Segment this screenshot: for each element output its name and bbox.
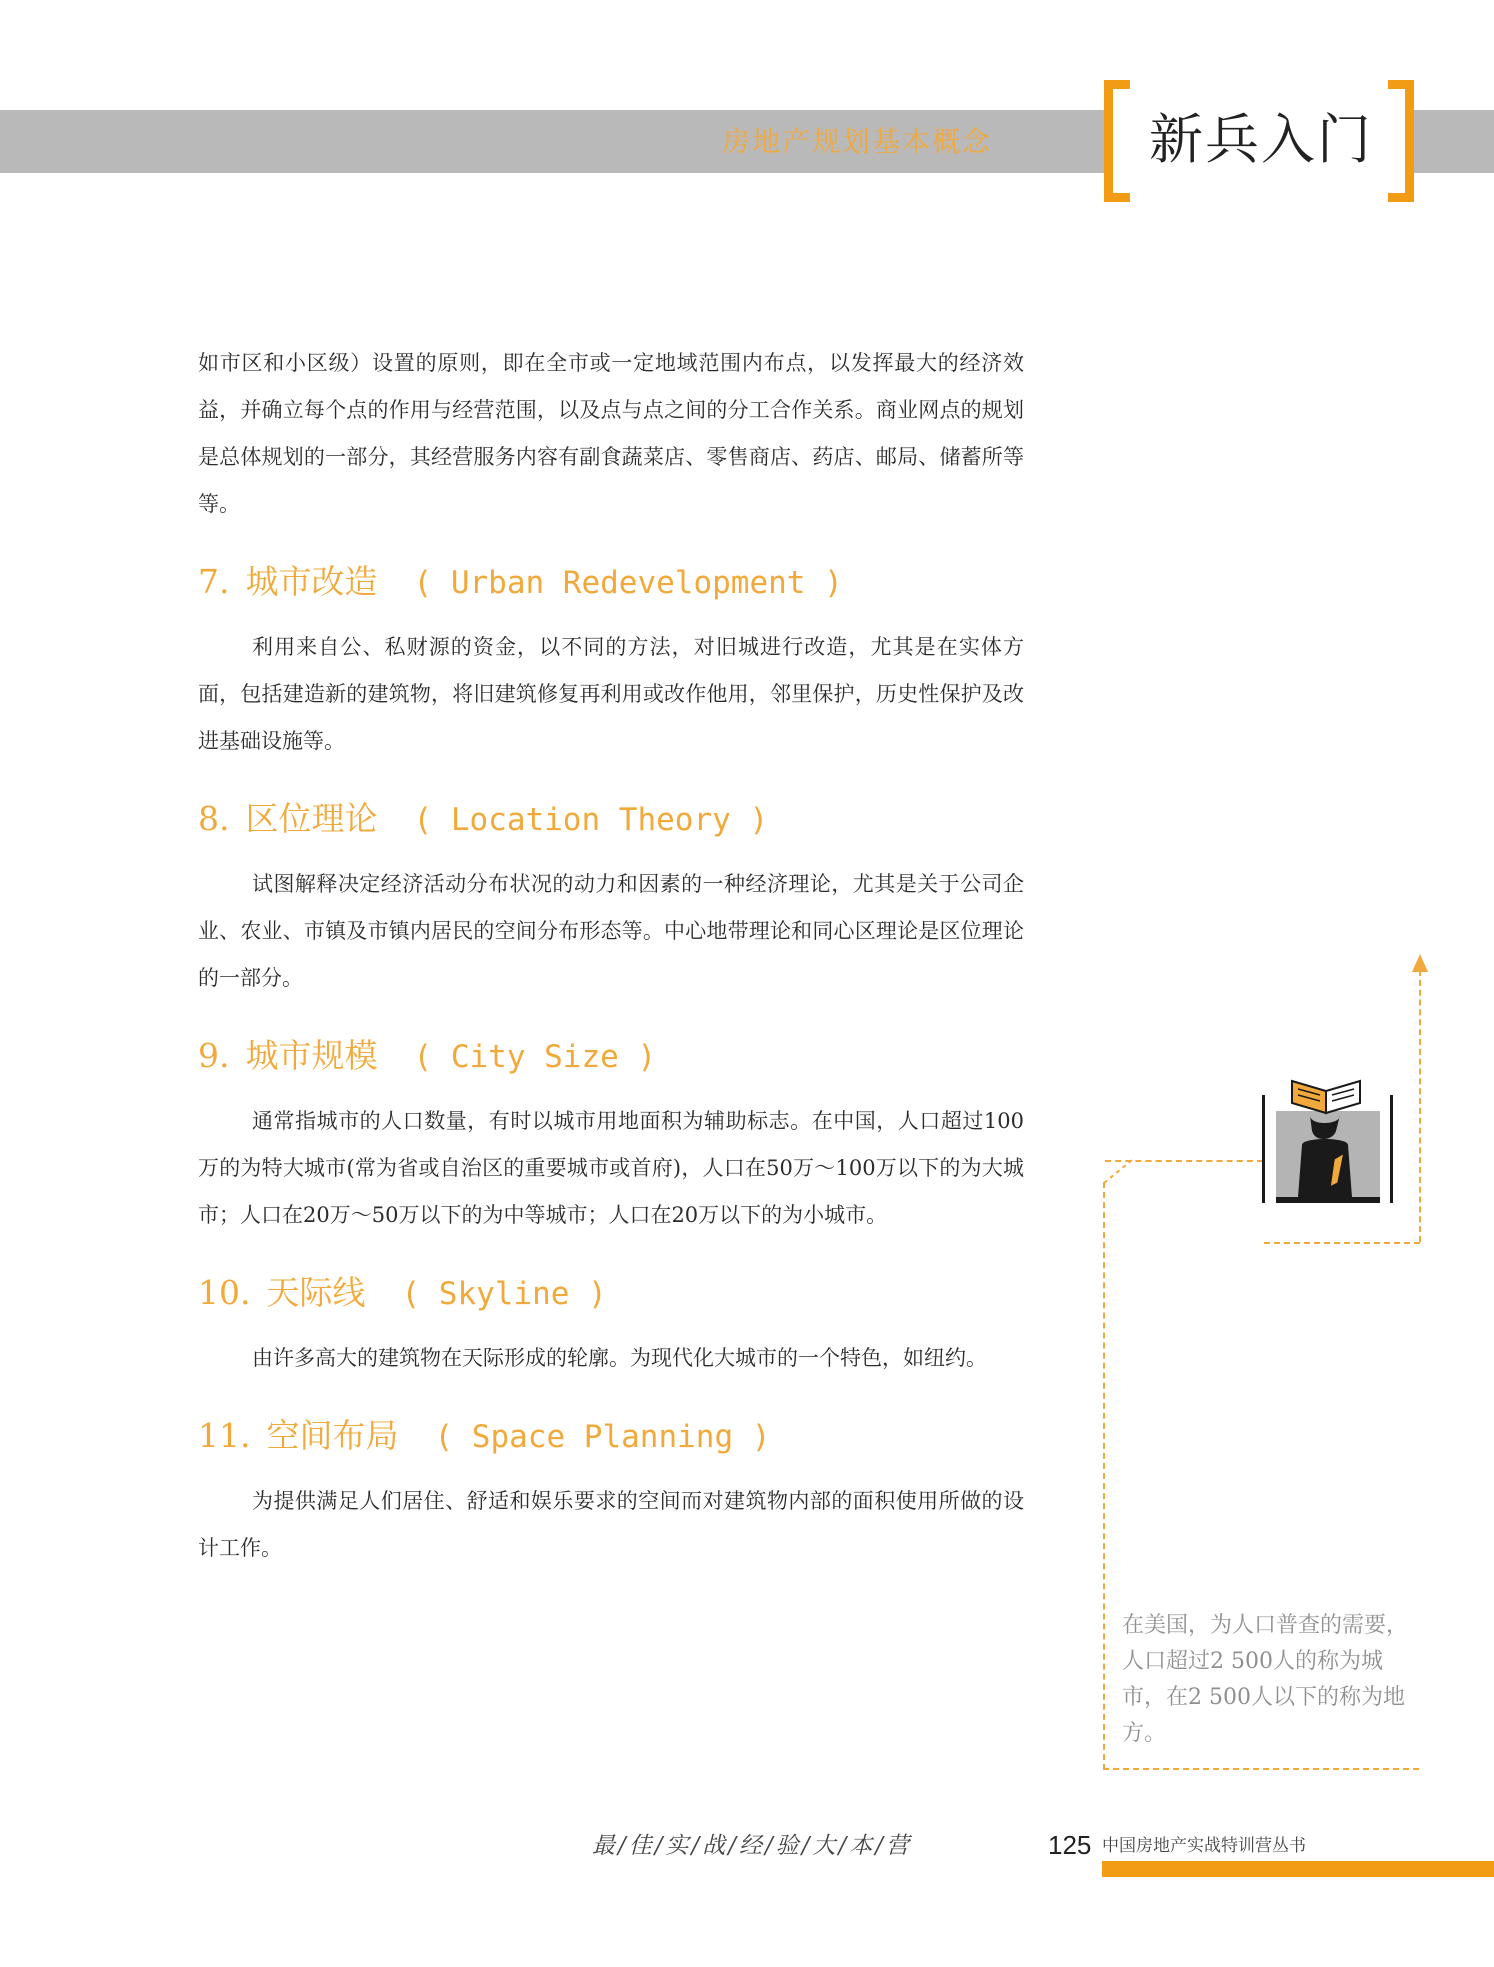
section-heading: [198, 550, 1024, 614]
sidebar-note: 在美国，为人口普查的需要，人口超过2 500人的称为城市，在2 500人以下的称为地方。: [1122, 1613, 1409, 1746]
section-number: 10.: [198, 1273, 251, 1312]
sidebar-dashed-right: [1419, 970, 1421, 1242]
reader-book-icon: [1262, 1075, 1396, 1215]
section-heading: [198, 1024, 1024, 1088]
section-title-cn: 空间布局: [266, 1416, 399, 1455]
intro-paragraph: 如市区和小区级）设置的原则，即在全市或一定地域范围内布点，以发挥最大的经济效益，并确立每个点的作用与经营范围，以及点与点之间的分工合作关系。商业网点的规划是总体规划的一部分，其经营服务内容有副食蔬菜店、零售商店、药店、邮局、储蓄所等等。: [198, 351, 1024, 516]
section-title: 新兵入门: [1149, 108, 1373, 171]
right-bracket: [1388, 80, 1414, 202]
section-city-size: [198, 1024, 1024, 1239]
section-space-planning: [198, 1404, 1024, 1572]
section-urban-redevelopment: [198, 550, 1024, 765]
section-heading: [198, 1261, 1024, 1325]
section-title-cn: 城市改造: [245, 562, 378, 601]
section-title-cn: 城市规模: [245, 1036, 378, 1075]
section-body: 通常指城市的人口数量，有时以城市用地面积为辅助标志。在中国，人口超过100万的为特大城市(常为省或自治区的重要城市或首府)，人口在50万～100万以下的为大城市；人口在20万～50万以下的为中等城市；人口在20万以下的为小城市。: [198, 1109, 1024, 1227]
sidebar-dashed-bottom: [1103, 1768, 1419, 1770]
footer-slogan: 最/佳/实/战/经/验/大/本/营: [592, 1833, 912, 1859]
section-number: 8.: [198, 799, 230, 838]
page-number: 125: [1048, 1830, 1092, 1860]
section-skyline: [198, 1261, 1024, 1382]
sidebar-dashed-mid: [1264, 1242, 1420, 1244]
left-bracket: [1104, 80, 1130, 202]
sidebar-dashed-left: [1103, 1182, 1105, 1770]
footer-accent-bar: [1102, 1861, 1494, 1877]
section-title-en: ( Skyline ): [401, 1276, 607, 1312]
series-title: 中国房地产实战特训营丛书: [1102, 1836, 1306, 1856]
section-number: 7.: [198, 562, 230, 601]
section-body: 利用来自公、私财源的资金，以不同的方法，对旧城进行改造，尤其是在实体方面，包括建造新的建筑物，将旧建筑修复再利用或改作他用，邻里保护，历史性保护及改进基础设施等。: [198, 635, 1024, 753]
section-heading: [198, 787, 1024, 851]
header-category: 房地产规划基本概念: [722, 125, 993, 158]
section-title-en: ( Location Theory ): [413, 802, 769, 838]
section-title-en: ( Space Planning ): [434, 1419, 771, 1455]
section-body: 为提供满足人们居住、舒适和娱乐要求的空间而对建筑物内部的面积使用所做的设计工作。: [198, 1489, 1024, 1560]
arrow-up-icon: [1411, 954, 1429, 974]
section-number: 9.: [198, 1036, 230, 1075]
section-title-cn: 天际线: [266, 1273, 366, 1312]
main-content: [198, 340, 1024, 1572]
section-body: 试图解释决定经济活动分布状况的动力和因素的一种经济理论，尤其是关于公司企业、农业、市镇及市镇内居民的空间分布形态等。中心地带理论和同心区理论是区位理论的一部分。: [198, 872, 1024, 990]
section-title-en: ( City Size ): [413, 1039, 657, 1075]
section-heading: [198, 1404, 1024, 1468]
section-location-theory: [198, 787, 1024, 1002]
section-number: 11.: [198, 1416, 251, 1455]
section-body: 由许多高大的建筑物在天际形成的轮廓。为现代化大城市的一个特色，如纽约。: [252, 1346, 987, 1370]
section-title-en: ( Urban Redevelopment ): [413, 565, 843, 601]
sidebar-dashed-diagonal: [1103, 1158, 1133, 1184]
section-title-cn: 区位理论: [245, 799, 378, 838]
